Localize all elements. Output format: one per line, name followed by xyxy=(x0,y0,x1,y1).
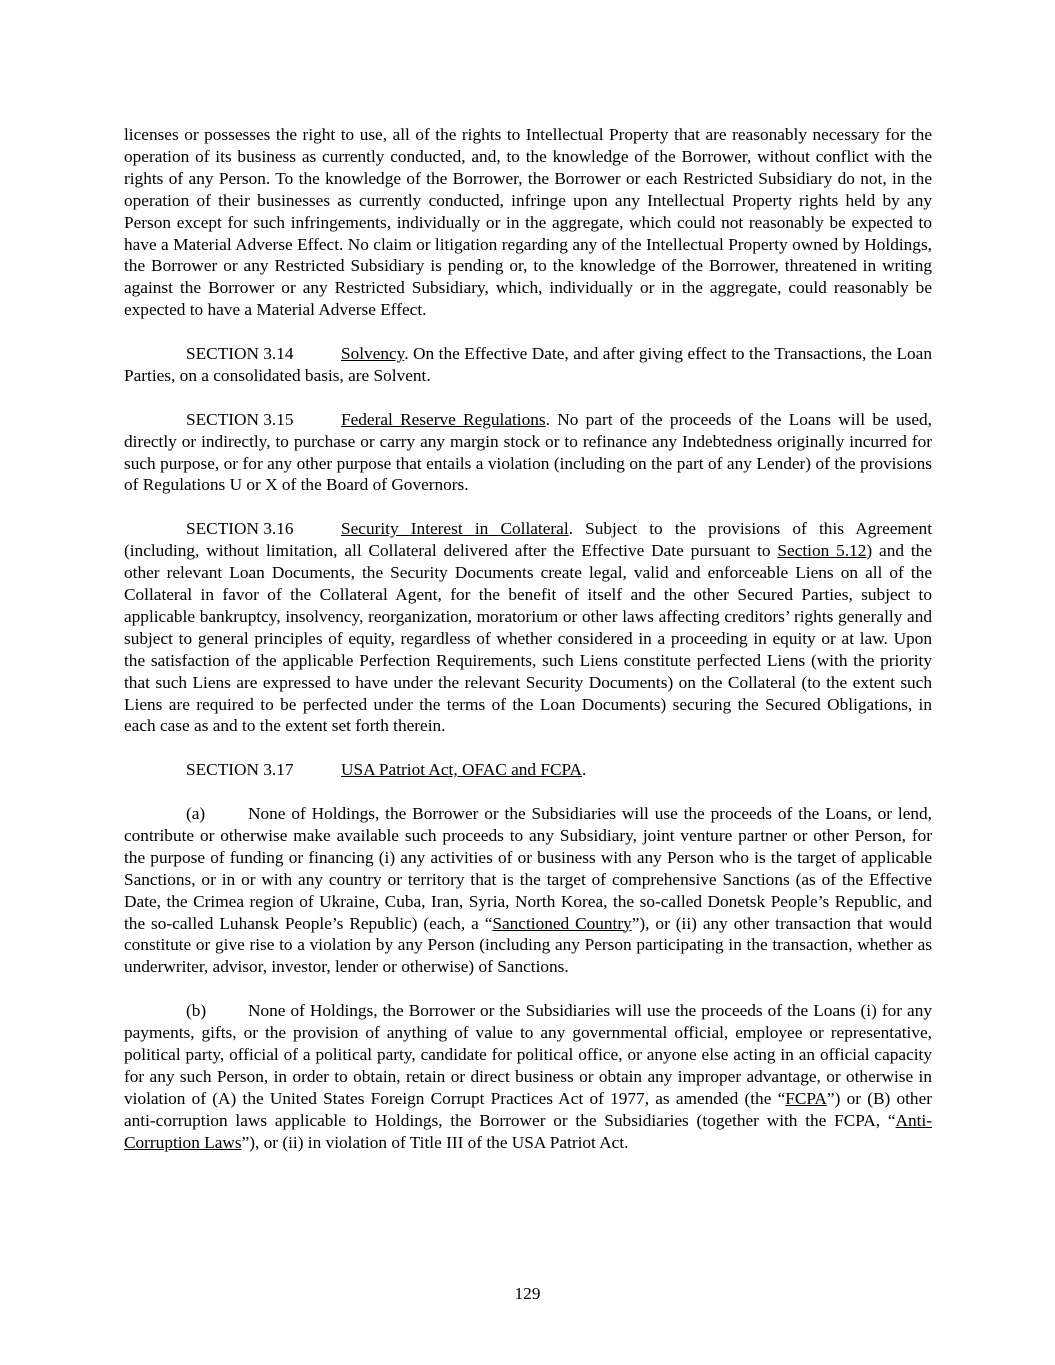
subsection-body: None of Holdings, the Borrower or the Subsidiaries will use the proceeds of the Loans (i) for any payments, gifts, or the provision of anything of value to any governmental official, employee or representative, political party, official of a political party, candidate for political office, or anyone else acting in an official capacity for any such Person, in order to obtain, retain or direct business or obtain any improper advantage, or otherwise in violation of (A) the United States Foreign Corrupt Practices Act of 1977, as amended (the “ xyxy=(124,1001,932,1108)
section-number: SECTION 3.17 xyxy=(186,760,294,780)
section-title: Federal Reserve Regulations xyxy=(341,409,546,429)
subsection-body: ”) or (B) other anti-corruption laws applicable to Holdings, the Borrower or the Subsidiaries (together with the FCPA, “ xyxy=(124,1088,932,1130)
page-number: 129 xyxy=(514,1284,541,1303)
section-3-17 xyxy=(124,759,932,781)
document-page xyxy=(124,124,932,1154)
subsection-label: (b) xyxy=(186,1001,207,1021)
section-title: Solvency xyxy=(341,344,405,364)
section-body: . No part of the proceeds of the Loans will be used, directly or indirectly, to purchase or carry any margin stock or to refinance any Indebtedness originally incurred for such purpose, or for any other purpose that entails a violation (including on the part of any Lender) of the provisions of Regulations U or X of the Board of Governors. xyxy=(124,409,932,495)
section-body: . xyxy=(582,760,587,780)
section-3-15 xyxy=(124,409,932,497)
subsection-body: ”), or (ii) any other transaction that would constitute or give rise to a violation by any Person (including any Person participating in the transaction, whether as underwriter, advisor, investor, lender or otherwise) of Sanctions. xyxy=(124,913,932,977)
defined-term: FCPA xyxy=(785,1088,827,1108)
subsection-label: (a) xyxy=(186,804,206,824)
section-body: . On the Effective Date, and after giving effect to the Transactions, the Loan Parties, on a consolidated basis, are Solvent. xyxy=(124,344,932,385)
section-number: SECTION 3.14 xyxy=(186,344,294,364)
section-title: Security Interest in Collateral xyxy=(341,519,569,539)
section-3-14 xyxy=(124,343,932,387)
cross-reference: Section 5.12 xyxy=(777,541,867,561)
subsection-body: ”), or (ii) in violation of Title III of the USA Patriot Act. xyxy=(241,1132,629,1152)
section-number: SECTION 3.16 xyxy=(186,519,294,539)
defined-term: Anti-Corruption Laws xyxy=(124,1110,932,1152)
continuation-paragraph: licenses or possesses the right to use, all of the rights to Intellectual Property that are reasonably necessary for the operation of its business as currently conducted, and, to the knowledge of the Borrower, without conflict with the rights of any Person. To the knowledge of the Borrower, the Borrower or each Restricted Subsidiary do not, in the operation of their businesses as currently conducted, infringe upon any Intellectual Property rights held by any Person except for such infringements, individually or in the aggregate, which could not reasonably be expected to have a Material Adverse Effect. No claim or litigation regarding any of the Intellectual Property owned by Holdings, the Borrower or any Restricted Subsidiary is pending or, to the knowledge of the Borrower, threatened in writing against the Borrower or any Restricted Subsidiary, which, individually or in the aggregate, could reasonably be expected to have a Material Adverse Effect. xyxy=(124,125,932,320)
section-body: ) and the other relevant Loan Documents, the Security Documents create legal, valid and enforceable Liens on all of the Collateral in favor of the Collateral Agent, for the benefit of itself and the other Secured Parties, subject to applicable bankruptcy, insolvency, reorganization, moratorium or other laws affecting creditors’ rights generally and subject to general principles of equity, regardless of whether considered in a proceeding in equity or at law. Upon the satisfaction of the applicable Perfection Requirements, such Liens constitute perfected Liens (with the priority that such Liens are expressed to have under the relevant Security Documents) on the Collateral (to the extent such Liens are required to be perfected under the terms of the Loan Documents) securing the Secured Obligations, in each case as and to the extent set forth therein. xyxy=(124,541,932,736)
section-body: . Subject to the provisions of this Agreement (including, without limitation, all Collateral delivered after the Effective Date pursuant to xyxy=(124,519,932,561)
defined-term: Sanctioned Country xyxy=(492,913,632,933)
section-3-16 xyxy=(124,518,932,737)
subsection-body: None of Holdings, the Borrower or the Subsidiaries will use the proceeds of the Loans, or lend, contribute or otherwise make available such proceeds to any Subsidiary, joint venture partner or other Person, for the purpose of funding or financing (i) any activities of or business with any Person who is the target of applicable Sanctions, or in or with any country or territory that is the target of comprehensive Sanctions (as of the Effective Date, the Crimea region of Ukraine, Cuba, Iran, Syria, North Korea, the so-called Donetsk People’s Republic, and the so-called Luhansk People’s Republic) (each, a “ xyxy=(124,804,932,933)
subsection-a xyxy=(124,803,932,978)
section-number: SECTION 3.15 xyxy=(186,409,294,429)
subsection-b xyxy=(124,1000,932,1153)
section-title: USA Patriot Act, OFAC and FCPA xyxy=(341,760,583,780)
